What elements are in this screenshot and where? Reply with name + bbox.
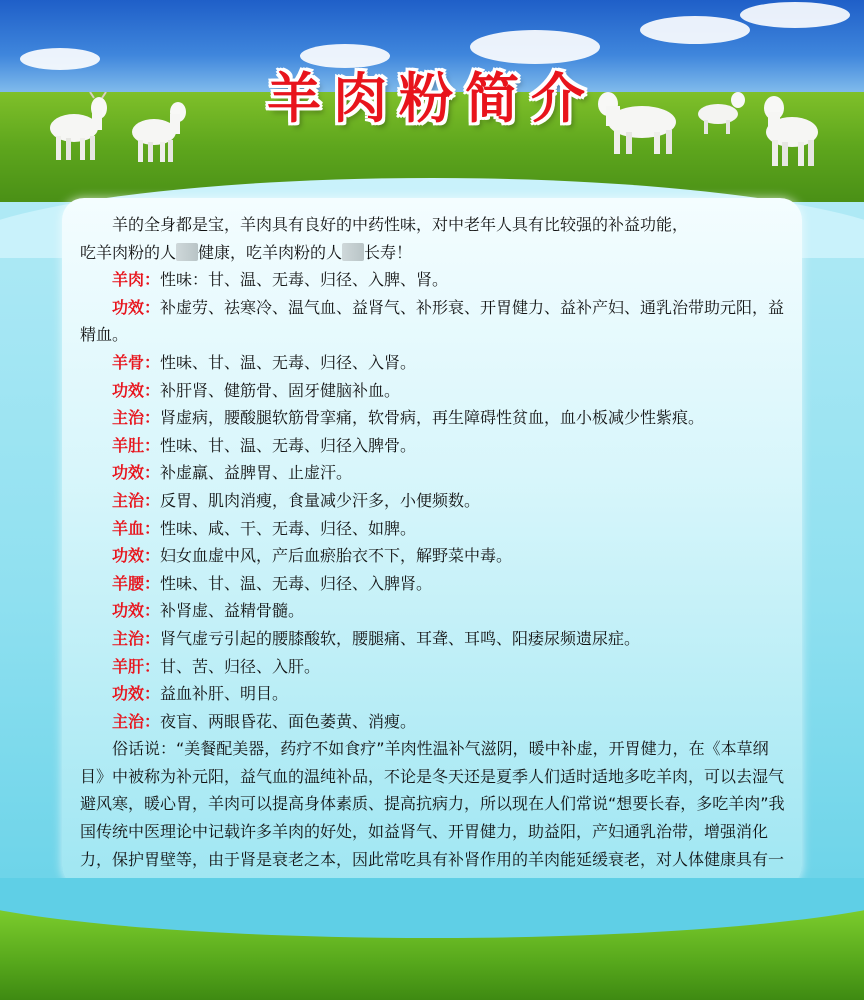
section-item bbox=[80, 377, 788, 405]
section-label: 功效： bbox=[112, 380, 161, 400]
section-item bbox=[80, 680, 788, 708]
section-item bbox=[80, 625, 788, 653]
section-label: 功效： bbox=[112, 601, 161, 621]
cloud-decoration bbox=[740, 2, 850, 28]
section-item bbox=[80, 653, 788, 681]
section-label: 功效： bbox=[112, 684, 161, 704]
section-text: 夜盲、两眼昏花、面色萎黄、消瘦。 bbox=[160, 711, 417, 731]
intro-line: 羊的全身都是宝，羊肉具有良好的中药性味，对中老年人具有比较强的补益功能， bbox=[112, 215, 689, 234]
section-text: 益血补肝、明目。 bbox=[160, 684, 289, 704]
section-label: 功效： bbox=[112, 297, 161, 317]
intro-text: 健康，吃羊肉粉的人 bbox=[198, 242, 343, 262]
section-item bbox=[80, 349, 788, 377]
section-item bbox=[80, 515, 788, 543]
section-label: 羊肉： bbox=[112, 270, 161, 290]
section-label: 主治： bbox=[112, 711, 161, 731]
redacted-mark bbox=[176, 243, 198, 261]
section-item bbox=[80, 570, 788, 598]
section-text: 妇女血虚中风，产后血瘀胎衣不下，解野菜中毒。 bbox=[160, 546, 513, 566]
section-text: 性味、甘、温、无毒、归径、入肾。 bbox=[160, 352, 417, 372]
article-body bbox=[80, 211, 788, 901]
section-item bbox=[80, 459, 788, 487]
section-text: 甘、苦、归径、入肝。 bbox=[160, 656, 321, 676]
section-label: 主治： bbox=[112, 408, 161, 428]
section-item bbox=[80, 404, 788, 432]
section-label: 功效： bbox=[112, 463, 161, 483]
section-text: 性味、甘、温、无毒、归径、入脾肾。 bbox=[160, 573, 433, 593]
section-label: 主治： bbox=[112, 628, 161, 648]
section-item bbox=[80, 708, 788, 736]
page-title: 羊肉粉简介 bbox=[267, 66, 597, 130]
intro-text: 长寿！ bbox=[364, 242, 413, 262]
section-label: 主治： bbox=[112, 490, 161, 510]
section-label: 功效： bbox=[112, 546, 161, 566]
section-text: 补虚劳、祛寒冷、温气血、益肾气、补形衰、开胃健力、益补产妇、通乳治带助元阳，益精血。 bbox=[80, 297, 785, 345]
redacted-mark bbox=[342, 243, 364, 261]
intro-line bbox=[80, 239, 788, 267]
section-text: 肾气虚亏引起的腰膝酸软，腰腿痛、耳聋、耳鸣、阳痿尿频遗尿症。 bbox=[160, 628, 641, 648]
section-text: 肾虚病，腰酸腿软筋骨挛痛，软骨病，再生障碍性贫血，血小板减少性紫痕。 bbox=[160, 408, 705, 428]
section-text: 补肝肾、健筋骨、固牙健脑补血。 bbox=[160, 380, 401, 400]
intro-text: 吃羊肉粉的人 bbox=[80, 242, 177, 262]
section-label: 羊肝： bbox=[112, 656, 161, 676]
section-label: 羊血： bbox=[112, 518, 161, 538]
section-text: 性味、咸、干、无毒、归径、如脾。 bbox=[160, 518, 417, 538]
section-label: 羊腰： bbox=[112, 573, 161, 593]
section-text: 反胃、肌肉消瘦，食量减少汗多，小便频数。 bbox=[160, 490, 481, 510]
section-text: 补肾虚、益精骨髓。 bbox=[160, 601, 305, 621]
section-item bbox=[80, 266, 788, 294]
section-text: 性味、甘、温、无毒、归径入脾骨。 bbox=[160, 435, 417, 455]
section-item bbox=[80, 294, 788, 349]
section-text: 性味：甘、温、无毒、归径、入脾、肾。 bbox=[160, 270, 449, 290]
section-item bbox=[80, 432, 788, 460]
section-text: 补虚羸、益脾胃、止虚汗。 bbox=[160, 463, 353, 483]
section-label: 羊骨： bbox=[112, 352, 161, 372]
section-item bbox=[80, 542, 788, 570]
closing-paragraph: 俗话说：“美餐配美器，药疗不如食疗”羊肉性温补气滋阴，暖中补虚，开胃健力，在《本草纲目》中被称为补元阳，益气血的温纯补品，不论是冬天还是夏季人们适时适地多吃羊肉，可以去湿气避风寒，暖心胃，羊肉可以提高身体素质、提高抗病力，所以现在人们常说“想要长春，多吃羊肉”我国传统中医理论中记载许多羊肉的好处，如益肾气、开胃健力，助益阳，产妇通乳治带，增强消化力，保护胃壁等，由于肾是衰老之本，因此常吃具有补肾作用的羊肉能延缓衰老，对人体健康具有一 bbox=[80, 739, 785, 869]
section-item bbox=[80, 487, 788, 515]
section-item bbox=[80, 597, 788, 625]
cloud-decoration bbox=[640, 16, 750, 44]
section-label: 羊肚： bbox=[112, 435, 161, 455]
